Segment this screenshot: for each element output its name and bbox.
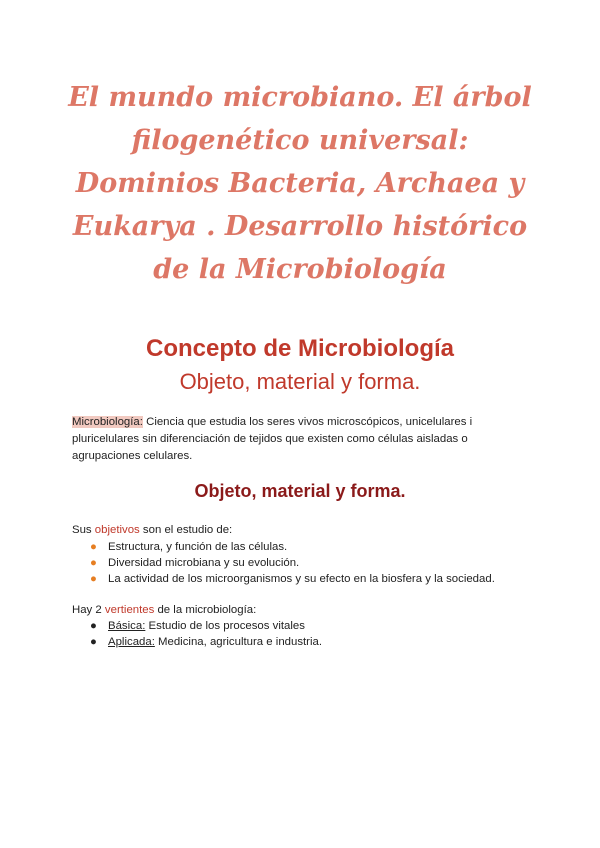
definition-text: Ciencia que estudia los seres vivos microscópicos, unicelulares i pluricelulares sin diferenciación de tejidos que existen como células aisladas o agrupaciones celulares. xyxy=(72,416,473,462)
section-subtitle: Objeto, material y forma. xyxy=(179,369,421,394)
list-item-text: Estructura, y función de las células. xyxy=(108,541,288,553)
bullet-icon: ● xyxy=(90,557,97,569)
branches-prefix: Hay 2 xyxy=(72,604,105,616)
objectives-prefix: Sus xyxy=(72,524,95,536)
list-item-text: La actividad de los microorganismos y su efecto en la biosfera y la sociedad. xyxy=(108,573,495,585)
bullet-icon: ● xyxy=(90,620,97,632)
branch-label: Aplicada: xyxy=(108,636,155,648)
list-item xyxy=(88,555,495,571)
document-title: El mundo microbiano. El árbol filogenético universal: Dominios Bacteria, Archaea y Eukarya . Desarrollo histórico de la Microbiología xyxy=(68,82,532,285)
branches-intro xyxy=(72,602,256,618)
section-title: Concepto de Microbiología xyxy=(145,335,454,362)
list-item xyxy=(88,618,322,634)
list-item xyxy=(88,634,322,650)
branch-text: Medicina, agricultura e industria. xyxy=(154,636,323,648)
branches-keyword: vertientes xyxy=(104,604,155,616)
objectives-list xyxy=(88,539,495,587)
list-item-text: Diversidad microbiana y su evolución. xyxy=(108,557,300,569)
bullet-icon: ● xyxy=(90,636,97,648)
definition-term: Microbiología: xyxy=(72,416,143,428)
objectives-suffix: son el estudio de: xyxy=(139,524,233,536)
definition-paragraph xyxy=(72,414,528,465)
objectives-keyword: objetivos xyxy=(94,524,140,536)
objectives-intro xyxy=(72,522,232,538)
branch-label: Básica: xyxy=(108,620,146,632)
bullet-icon: ● xyxy=(90,541,97,553)
list-item xyxy=(88,539,495,555)
bullet-icon: ● xyxy=(90,573,97,585)
branches-suffix: de la microbiología: xyxy=(154,604,257,616)
branch-text: Estudio de los procesos vitales xyxy=(145,620,305,632)
subsection-title: Objeto, material y forma. xyxy=(194,481,406,501)
list-item xyxy=(88,571,495,587)
branches-list xyxy=(88,618,322,650)
